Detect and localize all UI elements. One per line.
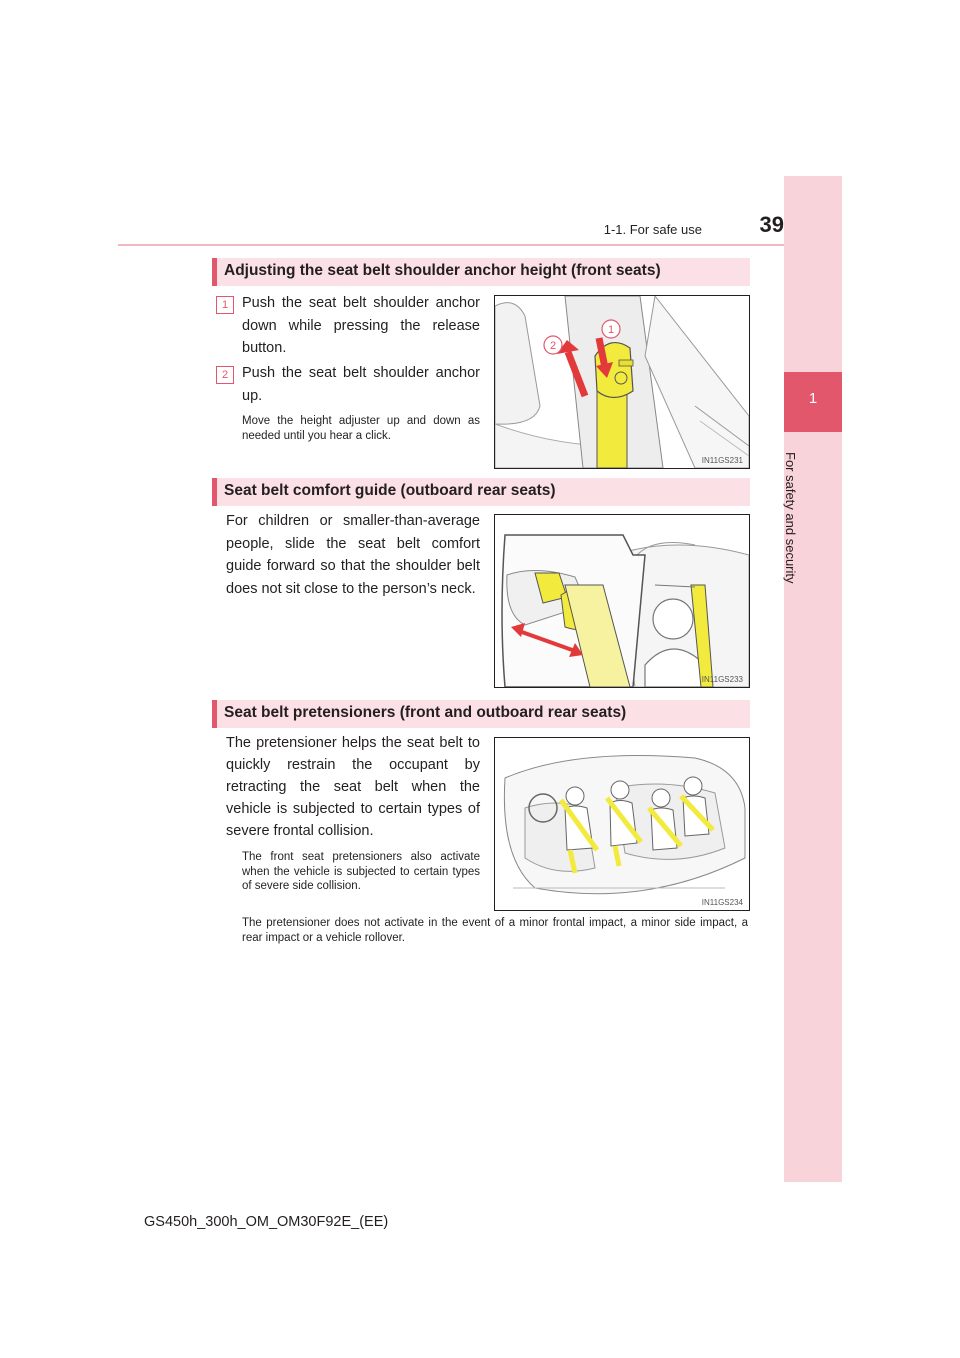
heading-accent-bar <box>212 478 217 506</box>
step-number-1: 1 <box>216 296 234 314</box>
vehicle-cutaway-illustration <box>495 738 749 910</box>
chapter-label <box>783 452 816 702</box>
chapter-number: 1 <box>808 390 818 407</box>
document-code: GS450h_300h_OM_OM30F92E_(EE) <box>144 1214 389 1230</box>
section-title: 1-1. For safe use <box>603 222 702 237</box>
section-heading-comfort-guide <box>212 478 750 506</box>
comfort-guide-text: For children or smaller-than-average people, slide the seat belt comfort guide forward so that the shoulder belt does not sit close to the person’s neck. <box>226 513 480 597</box>
section-heading-pretensioners <box>212 700 750 728</box>
step-2-text: Push the seat belt shoulder anchor up. <box>242 365 480 404</box>
heading-text: Seat belt pretensioners (front and outboard rear seats) <box>224 704 627 721</box>
comfort-guide-figure <box>494 514 750 688</box>
heading-accent-bar <box>212 700 217 728</box>
comfort-guide-illustration <box>495 515 749 687</box>
heading-accent-bar <box>212 258 217 286</box>
figure-code: IN11GS231 <box>701 456 743 465</box>
adjuster-note: Move the height adjuster up and down as needed until you hear a click. <box>242 415 480 442</box>
pretensioner-figure <box>494 737 750 911</box>
heading-text: Seat belt comfort guide (outboard rear seats) <box>224 482 556 499</box>
no-activation-note: The pretensioner does not activate in the event of a minor frontal impact, a minor side impact, a rear impact or a vehicle rollover. <box>242 917 748 944</box>
shoulder-anchor-figure <box>494 295 750 469</box>
shoulder-anchor-illustration <box>495 296 749 468</box>
side-collision-note: The front seat pretensioners also activate when the vehicle is subjected to certain types of severe side collision. <box>242 851 480 892</box>
step-number-2: 2 <box>216 366 234 384</box>
page-number: 39 <box>759 212 784 237</box>
figure-marker-1: 1 <box>607 324 615 336</box>
figure-code: IN11GS234 <box>701 898 743 907</box>
figure-marker-2: 2 <box>549 340 557 352</box>
section-heading-shoulder-anchor <box>212 258 750 286</box>
figure-code: IN11GS233 <box>701 675 743 684</box>
heading-text: Adjusting the seat belt shoulder anchor height (front seats) <box>224 262 661 279</box>
chapter-label-text: For safety and security <box>783 452 798 584</box>
header-rule <box>118 244 784 246</box>
step-1-text: Push the seat belt shoulder anchor down while pressing the release button. <box>242 295 480 356</box>
pretensioner-text: The pretensioner helps the seat belt to quickly restrain the occupant by retracting the seat belt when the vehicle is subjected to certain types of severe frontal collision. <box>226 735 480 839</box>
